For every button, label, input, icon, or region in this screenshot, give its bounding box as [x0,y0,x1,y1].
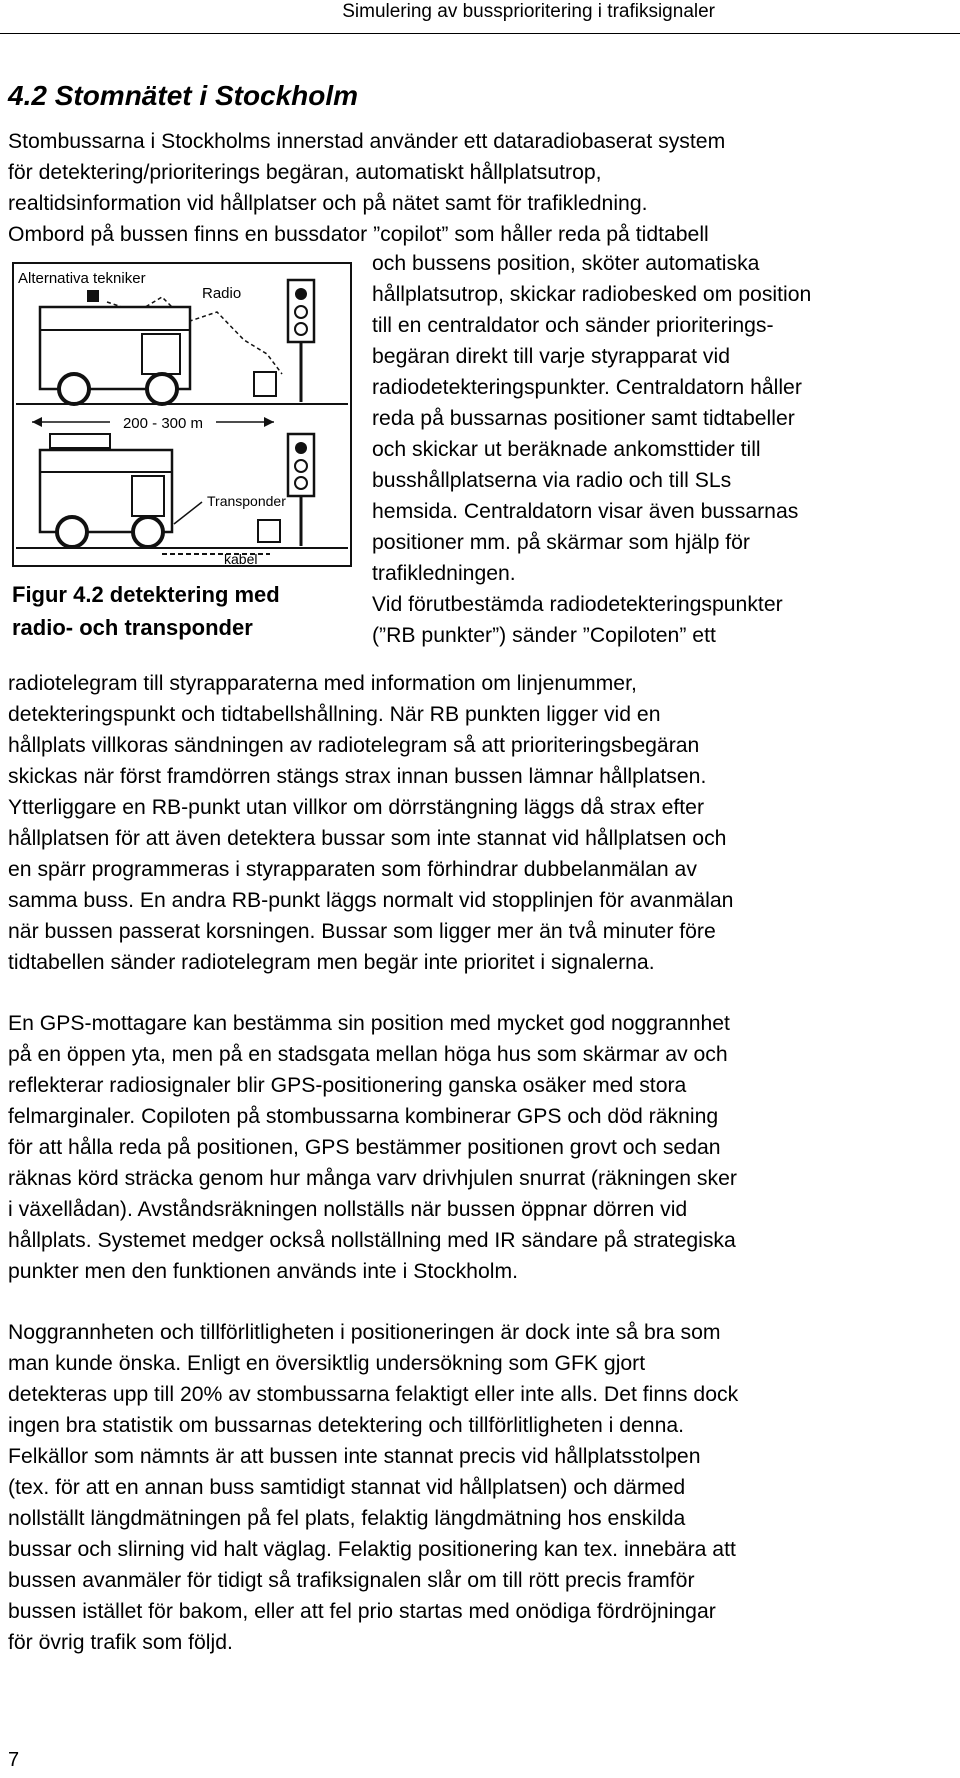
bus-wheel-icon [147,374,177,404]
radio-label: Radio [202,285,242,302]
paragraph-radiotelegram [8,668,953,978]
text-line: i växellådan). Avståndsräkningen nollställs när bussen öppnar dörren vid [8,1198,688,1221]
distance-label: 200 - 300 m [122,415,204,432]
bus-wheel-icon [133,517,163,547]
text-line: ingen bra statistik om bussarnas detektering och tillförlitligheten i denna. [8,1414,685,1437]
paragraph-intro [8,126,953,250]
text-line: en spärr programmeras i styrapparaten som förhindrar dubbelanmälan av [8,858,697,881]
text-line: detekteringspunkt och tidtabellshållning. När RB punkten ligger vid en [8,703,661,726]
text-line: Felkällor som nämnts är att bussen inte stannat precis vid hållplatsstolpen [8,1445,701,1468]
bus-wheel-icon [59,374,89,404]
text-line: för detektering/prioriterings begäran, automatiskt hållplatsutrop, [8,161,602,184]
text-line: (tex. för att en annan buss samtidigt stannat vid hållplatsen) och därmed [8,1476,686,1499]
text-line: tidtabellen sänder radiotelegram men begär inte prioritet i signalerna. [8,951,655,974]
text-line: bussen istället för bakom, eller att fel prio startas med onödiga fördröjningar [8,1600,716,1623]
page-number: 7 [8,1749,20,1771]
paragraph-gps [8,1008,953,1287]
text-line: felmarginaler. Copiloten på stombussarna kombinerar GPS och död räkning [8,1105,719,1128]
text-line: (”RB punkter”) sänder ”Copiloten” ett [372,624,716,647]
text-line: Vid förutbestämda radiodetekteringspunkter [372,593,783,616]
text-line: och skickar ut beräknade ankomsttider till [372,438,761,461]
text-line: radiotelegram till styrapparaterna med information om linjenummer, [8,672,637,695]
text-line: realtidsinformation vid hållplatser och på nätet samt för trafikledning. [8,192,648,215]
text-line: trafikledningen. [372,562,516,585]
controller-cabinet-icon [254,372,276,396]
text-line: positioner mm. på skärmar som hjälp för [372,531,750,554]
text-line: när bussen passerat korsningen. Bussar som ligger mer än två minuter före [8,920,716,943]
figure-detection-diagram [12,262,352,567]
running-title: Simulering av bussprioritering i trafiksignaler [342,1,715,22]
text-line: Ombord på bussen finns en bussdator ”copilot” som håller reda på tidtabell [8,223,709,246]
text-line: radiodetekteringspunkter. Centraldatorn håller [372,376,802,399]
paragraph-accuracy [8,1317,953,1658]
text-line: och bussens position, sköter automatiska [372,252,760,275]
bus-wheel-icon [57,517,87,547]
radio-antenna [87,290,99,302]
text-line: Stombussarna i Stockholms innerstad använder ett dataradiobaserat system [8,130,726,153]
controller-cabinet-icon [258,520,280,542]
figure-caption [12,578,280,644]
text-line: bussen avanmäler för tidigt så trafiksignalen slår om till rött precis framför [8,1569,695,1592]
text-line: punkter men den funktionen används inte i Stockholm. [8,1260,518,1283]
text-line: hållplats villkoras sändningen av radiotelegram så att prioriteringsbegäran [8,734,700,757]
text-line: Ytterliggare en RB-punkt utan villkor om dörrstängning läggs då strax efter [8,796,705,819]
text-line: bussar och slirning vid halt väglag. Felaktig positionering kan tex. innebära att [8,1538,736,1561]
text-line: busshållplatserna via radio och till SLs [372,469,732,492]
text-line: hållplatsutrop, skickar radiobesked om position [372,283,812,306]
paragraph-intro-wrapped [372,248,811,651]
text-line: En GPS-mottagare kan bestämma sin position med mycket god noggrannhet [8,1012,730,1035]
text-line: på en öppen yta, men på en stadsgata mellan höga hus som skärmar av och [8,1043,728,1066]
text-line: hållplats. Systemet medger också nollställning med IR sändare på strategiska [8,1229,736,1252]
text-line: begäran direkt till varje styrapparat vid [372,345,731,368]
text-line: reflekterar radiosignaler blir GPS-positionering ganska osäker med stora [8,1074,687,1097]
text-line: reda på bussarnas positioner samt tidtabeller [372,407,795,430]
caption-line: Figur 4.2 detektering med [12,582,280,607]
text-line: hemsida. Centraldatorn visar även bussarnas [372,500,799,523]
text-line: nollställt längdmätningen på fel plats, felaktig längdmätning hos enskilda [8,1507,686,1530]
text-line: för att hålla reda på positionen, GPS bestämmer positionen grovt och sedan [8,1136,721,1159]
text-line: Noggrannheten och tillförlitligheten i positioneringen är dock inte så bra som [8,1321,721,1344]
figure-title-label: Alternativa tekniker [18,270,146,287]
text-line: för övrig trafik som följd. [8,1631,233,1654]
caption-line: radio- och transponder [12,615,253,640]
text-line: till en centraldator och sänder prioriterings- [372,314,774,337]
text-line: hållplatsen för att även detektera bussar som inte stannat vid hållplatsen och [8,827,727,850]
section-heading: 4.2 Stomnätet i Stockholm [8,80,359,111]
text-line: detekteras upp till 20% av stombussarna felaktigt eller inte alls. Det finns dock [8,1383,739,1406]
text-line: räknas körd sträcka genom hur många varv drivhjulen snurrat (räkningen sker [8,1167,737,1190]
figure-illustration [12,262,352,567]
text-line: samma buss. En andra RB-punkt läggs normalt vid stopplinjen för avanmälan [8,889,734,912]
transponder-label: Transponder [207,493,286,509]
running-header [0,0,960,34]
text-line: man kunde önska. Enligt en översiktlig undersökning som GFK gjort [8,1352,646,1375]
text-line: skickas när först framdörren stängs strax innan bussen lämnar hållplatsen. [8,765,707,788]
kabel-label: kabel [224,551,258,567]
